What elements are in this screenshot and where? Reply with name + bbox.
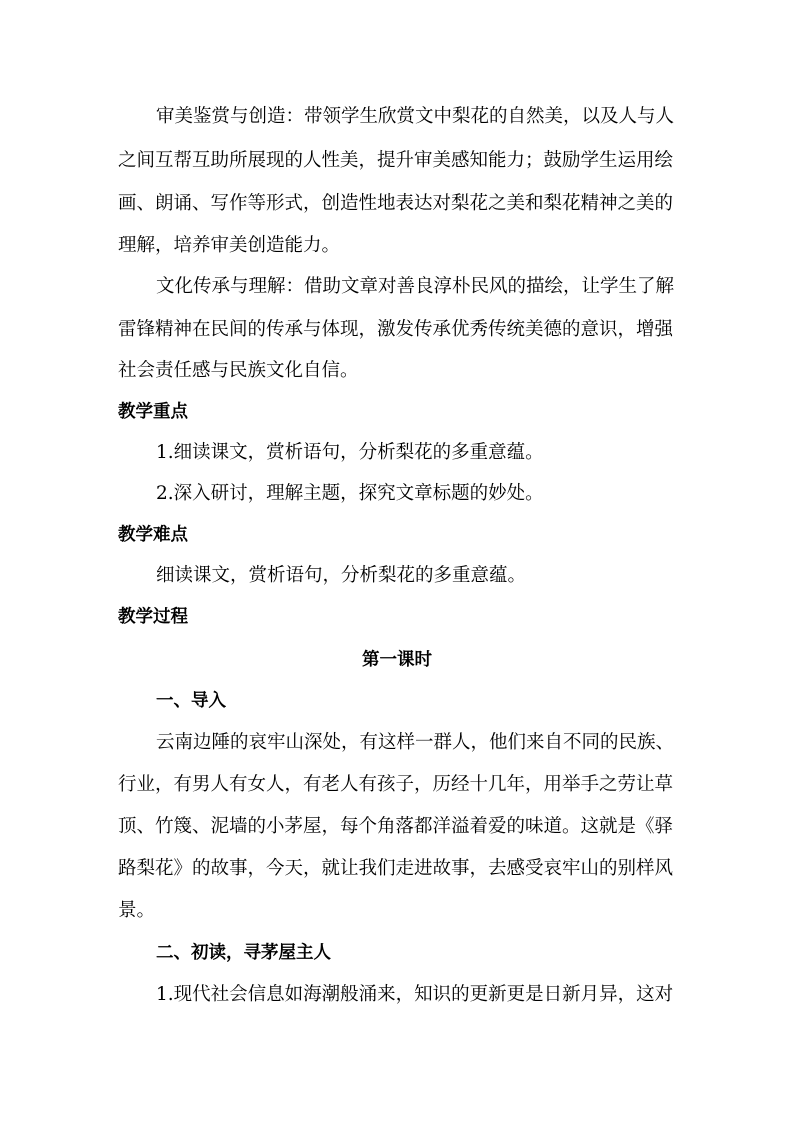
intro-heading: 一、导入 (156, 691, 226, 711)
first-read-heading: 二、初读，寻茅屋主人 (156, 943, 331, 963)
aesthetic-line-1: 审美鉴赏与创造：带领学生欣赏文中梨花的自然美，以及人与人 (156, 106, 675, 127)
aesthetic-line-3: 画、朗诵、写作等形式，创造性地表达对梨花之美和梨花精神之美的 (118, 193, 674, 214)
intro-line-4: 路梨花》的故事，今天，就让我们走进故事，去感受哀牢山的别样风 (118, 858, 674, 879)
first-read-line-1: 1.现代社会信息如海潮般涌来，知识的更新更是日新月异，这对 (156, 984, 674, 1005)
difficulties-heading: 教学难点 (118, 525, 188, 545)
session-title: 第一课时 (362, 650, 432, 670)
aesthetic-line-2: 之间互帮互助所展现的人性美，提升审美感知能力；鼓励学生运用绘 (118, 150, 674, 171)
intro-line-5: 景。 (118, 900, 156, 921)
intro-line-1: 云南边陲的哀牢山深处，有这样一群人，他们来自不同的民族、 (156, 732, 675, 753)
key-points-heading: 教学重点 (118, 402, 188, 422)
key-point-1: 1.细读课文，赏析语句，分析梨花的多重意蕴。 (156, 442, 544, 463)
culture-line-3: 社会责任感与民族文化自信。 (118, 360, 359, 381)
aesthetic-line-4: 理解，培养审美创造能力。 (118, 235, 341, 256)
intro-line-3: 顶、竹篾、泥墙的小茅屋，每个角落都洋溢着爱的味道。这就是《驿 (118, 816, 674, 837)
intro-line-2: 行业，有男人有女人，有老人有孩子，历经十几年，用举手之劳让草 (118, 774, 674, 795)
culture-line-1: 文化传承与理解：借助文章对善良淳朴民风的描绘，让学生了解 (156, 276, 675, 297)
process-heading: 教学过程 (118, 607, 188, 627)
key-point-2: 2.深入研讨，理解主题，探究文章标题的妙处。 (156, 483, 544, 504)
difficulties-text: 细读课文，赏析语句，分析梨花的多重意蕴。 (156, 565, 527, 586)
culture-line-2: 雷锋精神在民间的传承与体现，激发传承优秀传统美德的意识，增强 (118, 319, 674, 340)
